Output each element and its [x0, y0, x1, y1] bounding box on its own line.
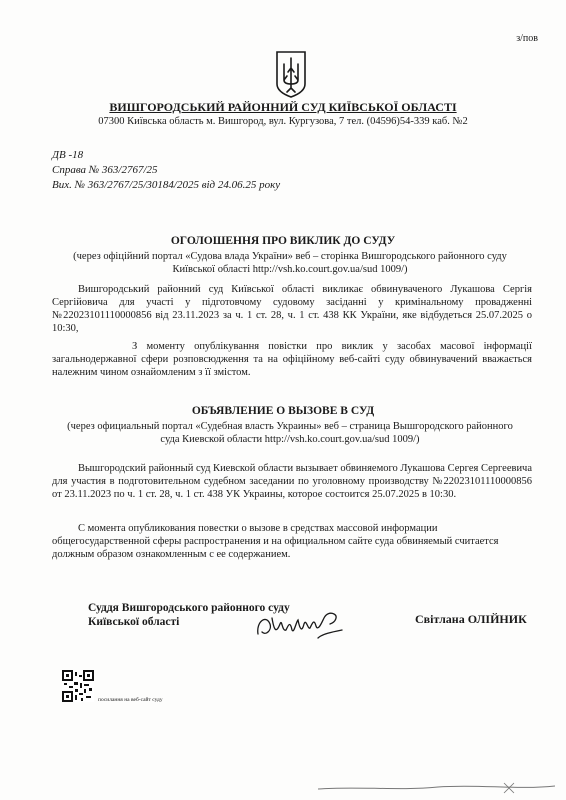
meta-outgoing-number: Вих. № 363/2767/25/30184/2025 від 24.06.25 року — [52, 179, 281, 191]
court-name: ВИШГОРОДСЬКИЙ РАЙОННИЙ СУД КИЇВСЬКОЇ ОБЛАСТІ — [109, 100, 457, 114]
judge-title-line1: Суддя Вишгородського районного суду — [88, 602, 290, 614]
judge-name: Світлана ОЛІЙНИК — [415, 612, 527, 626]
ua-heading: ОГОЛОШЕННЯ ПРО ВИКЛИК ДО СУДУ — [170, 235, 396, 247]
ua-subtitle: (через офіційний портал «Судова влада України» веб – сторінка Вишгородського районного суду Київської області http://vsh.ko.court.gov.ua/sud 1009/) — [73, 251, 507, 275]
handwritten-signature-icon — [252, 604, 347, 644]
page-label: з/пов — [516, 33, 538, 44]
qr-caption: посилання на веб-сайт суду — [98, 697, 163, 703]
ua-paragraph-notice: З моменту опублікування повістки про виклик у засобах масової інформації загальнодержавної сфери розповсюдження та на офіційному веб-сайті суду обвинувачений вважається належним чином ознайомленим з її змістом. — [52, 341, 532, 378]
trident-emblem-icon — [274, 50, 308, 98]
document-meta — [52, 148, 280, 193]
scan-edge-mark — [318, 777, 555, 795]
court-address: 07300 Київська область м. Вишгород, вул. Кургузова, 7 тел. (04596)54-339 каб. №2 — [98, 116, 468, 127]
ru-heading: ОБЪЯВЛЕНИЕ О ВЫЗОВЕ В СУД — [191, 405, 375, 417]
ru-paragraph-summons: Вышгородский районный суд Киевской области вызывает обвиняемого Лукашова Сергея Сергеевича для участия в подготовительном судебном заседании по уголовному производству №22023101110000856 от 23.11.2023 по ч. 1 ст. 28, ч. 1 ст. 438 УК Украины, которое состоится 25.07.2025 в 10:30. — [52, 463, 532, 500]
ua-paragraph-summons: Вишгородський районний суд Київської області викликає обвинуваченого Лукашова Сергія Сергійовича для участі у підготовчому судовому засіданні у кримінальному провадженні №22023101110000856 від 23.11.2023 за ч. 1 ст. 28, ч. 1 ст. 438 КК України, яке відбудеться 25.07.2025 о 10:30, — [52, 284, 532, 334]
qr-code-icon[interactable] — [62, 670, 94, 702]
ru-paragraph-notice: С момента опубликования повестки о вызове в средствах массовой информации общегосударственной сферы распространения и на официальном сайте суда обвиняемый считается должным образом ознакомленным с ее содержанием. — [52, 523, 499, 560]
meta-dv: ДВ -18 — [52, 149, 84, 161]
ru-subtitle: (через официальный портал «Судебная власть Украины» веб – страница Вышгородского районного суда Киевской области http://vsh.ko.court.gov.ua/sud 1009/) — [67, 421, 513, 445]
meta-case-number: Справа № 363/2767/25 — [52, 164, 158, 176]
judge-title-line2: Київської області — [88, 616, 180, 628]
